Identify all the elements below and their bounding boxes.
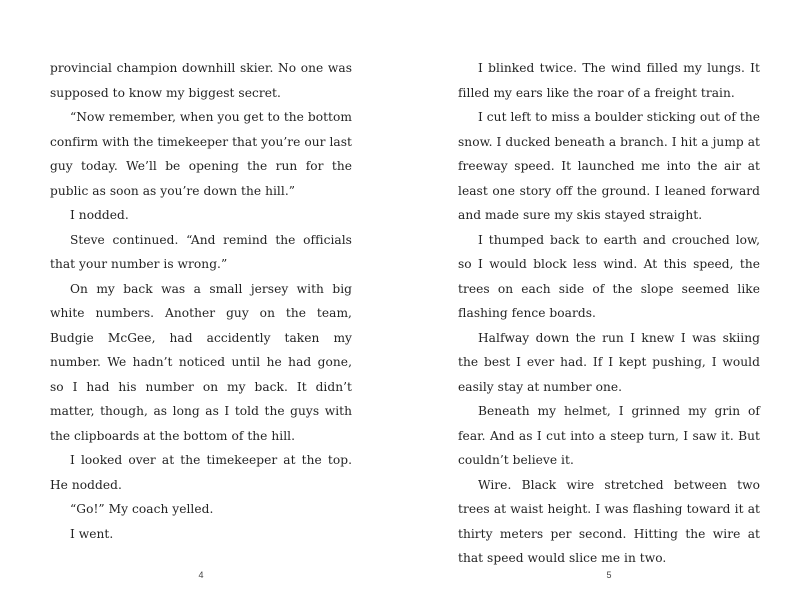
left-page-text bbox=[50, 56, 352, 546]
paragraph: I blinked twice. The wind filled my lungs. It filled my ears like the roar of a freight train. bbox=[458, 61, 760, 100]
paragraph: I looked over at the timekeeper at the top. He nodded. bbox=[50, 453, 352, 492]
paragraph: I nodded. bbox=[70, 208, 129, 222]
page-number-left: 4 bbox=[198, 570, 204, 580]
paragraph: I thumped back to earth and crouched low, so I would block less wind. At this speed, the trees on each side of the slope seemed like flashing fence boards. bbox=[458, 232, 760, 320]
paragraph: Beneath my helmet, I grinned my grin of fear. And as I cut into a steep turn, I saw it. But couldn’t believe it. bbox=[458, 404, 760, 467]
page-number-right: 5 bbox=[606, 570, 612, 580]
paragraph: Steve continued. “And remind the officials that your number is wrong.” bbox=[50, 232, 352, 271]
paragraph: “Go!” My coach yelled. bbox=[70, 502, 214, 516]
paragraph: On my back was a small jersey with big white numbers. Another guy on the team, Budgie McGee, had accidently taken my number. We hadn’t noticed until he had gone, so I had his number on my back. It didn’t matter, though, as long as I told the guys with the clipboards at the bottom of the hill. bbox=[50, 281, 352, 443]
paragraph: I cut left to miss a boulder sticking out of the snow. I ducked beneath a branch. I hit a jump at freeway speed. It launched me into the air at least one story off the ground. I leaned forward and made sure my skis stayed straight. bbox=[458, 110, 760, 222]
paragraph: “Now remember, when you get to the bottom confirm with the timekeeper that you’re our last guy today. We’ll be opening the run for the public as soon as you’re down the hill.” bbox=[50, 110, 352, 198]
right-page-text bbox=[458, 56, 760, 571]
paragraph: I went. bbox=[70, 526, 114, 541]
paragraph: Wire. Black wire stretched between two trees at waist height. I was flashing toward it at thirty meters per second. Hitting the wire at that speed would slice me in two. bbox=[458, 477, 760, 565]
paragraph: provincial champion downhill skier. No one was supposed to know my biggest secret. bbox=[50, 61, 352, 100]
paragraph: Halfway down the run I knew I was skiing the best I ever had. If I kept pushing, I would easily stay at number one. bbox=[458, 330, 760, 394]
